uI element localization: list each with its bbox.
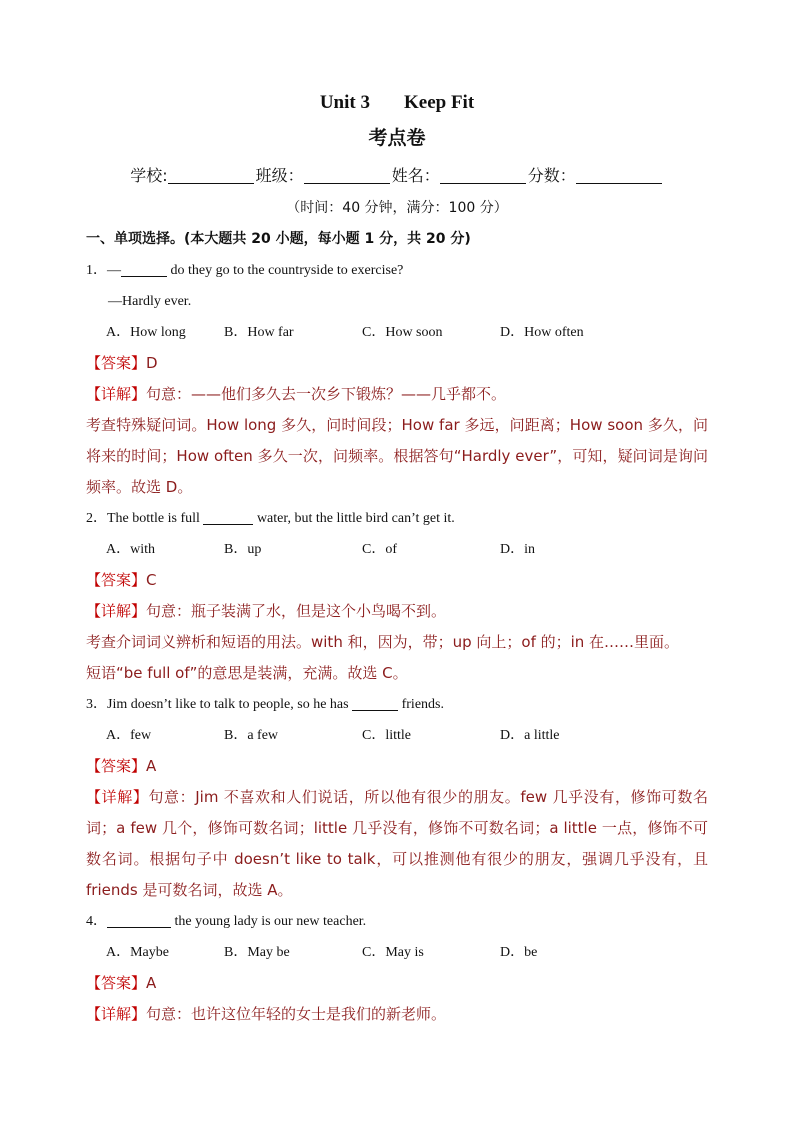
score-blank[interactable] — [576, 165, 662, 184]
options-row — [86, 937, 708, 968]
unit-topic: Keep Fit — [403, 92, 475, 113]
student-info-row — [86, 159, 708, 193]
class-label: 班级： — [255, 166, 304, 185]
answer-value: A — [146, 757, 157, 775]
options-row — [86, 720, 708, 751]
answer-blank — [352, 694, 398, 711]
answer-value: C — [146, 571, 157, 589]
name-label: 姓名： — [391, 166, 440, 185]
option-a: A．few — [106, 728, 152, 743]
detail-line: 【详解】句意：瓶子装满了水，但是这个小鸟喝不到。 — [86, 602, 447, 620]
answer-blank — [121, 260, 167, 277]
time-info: （时间：40 分钟，满分：100 分） — [286, 200, 508, 216]
option-b: B．up — [224, 542, 262, 557]
question-stem: 4． the young lady is our new teacher. — [86, 906, 708, 937]
option-b: B．How far — [224, 325, 294, 340]
question-stem: 3．Jim doesn’t like to talk to people, so he has friends. — [86, 689, 708, 720]
page-subtitle: 考点卷 — [368, 128, 426, 149]
answer-value: A — [146, 974, 157, 992]
question-4 — [86, 906, 708, 1030]
answer-line: 【答案】A — [86, 757, 157, 775]
class-blank[interactable] — [304, 165, 390, 184]
answer-value: D — [146, 354, 158, 372]
unit-label: Unit 3 — [319, 92, 370, 113]
options-row — [86, 534, 708, 565]
detail-paragraph: 短语“be full of”的意思是装满，充满。故选 C。 — [86, 664, 408, 682]
question-stem-reply: —Hardly ever. — [108, 294, 192, 309]
question-3 — [86, 689, 708, 906]
detail-paragraph: 【详解】句意：Jim 不喜欢和人们说话，所以他有很少的朋友。few 几乎没有，修饰可数名词；a few 几个，修饰可数名词；little 几乎没有，修饰不可数名词；a little 一点，修饰不可数名词。根据句子中 doesn’t like to talk，可以推测他有很少的朋友，强调几乎没有，且 friends 是可数名词，故选 A。 — [86, 788, 708, 899]
answer-blank — [203, 508, 253, 525]
answer-line: 【答案】D — [86, 354, 158, 372]
question-stem: 1．— do they go to the countryside to exercise? — [86, 255, 708, 286]
option-d: D．in — [500, 542, 535, 557]
score-label: 分数： — [527, 166, 576, 185]
option-b: B．a few — [224, 728, 279, 743]
option-d: D．a little — [500, 728, 560, 743]
question-2 — [86, 503, 708, 689]
option-a: A．with — [106, 542, 155, 557]
school-label: 学校: — [130, 166, 168, 185]
option-d: D．How often — [500, 325, 584, 340]
page-title — [86, 88, 708, 118]
options-row — [86, 317, 708, 348]
option-d: D．be — [500, 945, 538, 960]
question-1 — [86, 255, 708, 503]
detail-paragraph: 考查特殊疑问词。How long 多久，问时间段；How far 多远，问距离；How soon 多久，问将来的时间；How often 多久一次，问频率。根据答句“Hardly ever”，可知，疑问词是询问频率。故选 D。 — [86, 416, 708, 496]
answer-line: 【答案】A — [86, 974, 157, 992]
option-a: A．Maybe — [106, 945, 169, 960]
detail-paragraph: 考查介词词义辨析和短语的用法。with 和，因为，带；up 向上；of 的；in 在……里面。 — [86, 633, 680, 651]
detail-line: 【详解】句意：也许这位年轻的女士是我们的新老师。 — [86, 1005, 447, 1023]
name-blank[interactable] — [440, 165, 526, 184]
option-b: B．May be — [224, 945, 290, 960]
option-c: C．How soon — [362, 325, 443, 340]
question-stem: 2．The bottle is full water, but the little bird can’t get it. — [86, 503, 708, 534]
answer-blank — [107, 911, 171, 928]
option-c: C．of — [362, 542, 397, 557]
school-blank[interactable] — [168, 165, 254, 184]
option-c: C．May is — [362, 945, 424, 960]
option-a: A．How long — [106, 325, 186, 340]
option-c: C．little — [362, 728, 411, 743]
answer-line: 【答案】C — [86, 571, 157, 589]
detail-line: 【详解】句意：——他们多久去一次乡下锻炼？——几乎都不。 — [86, 385, 507, 403]
section-title: 一、单项选择。(本大题共 20 小题，每小题 1 分，共 20 分) — [86, 231, 471, 247]
